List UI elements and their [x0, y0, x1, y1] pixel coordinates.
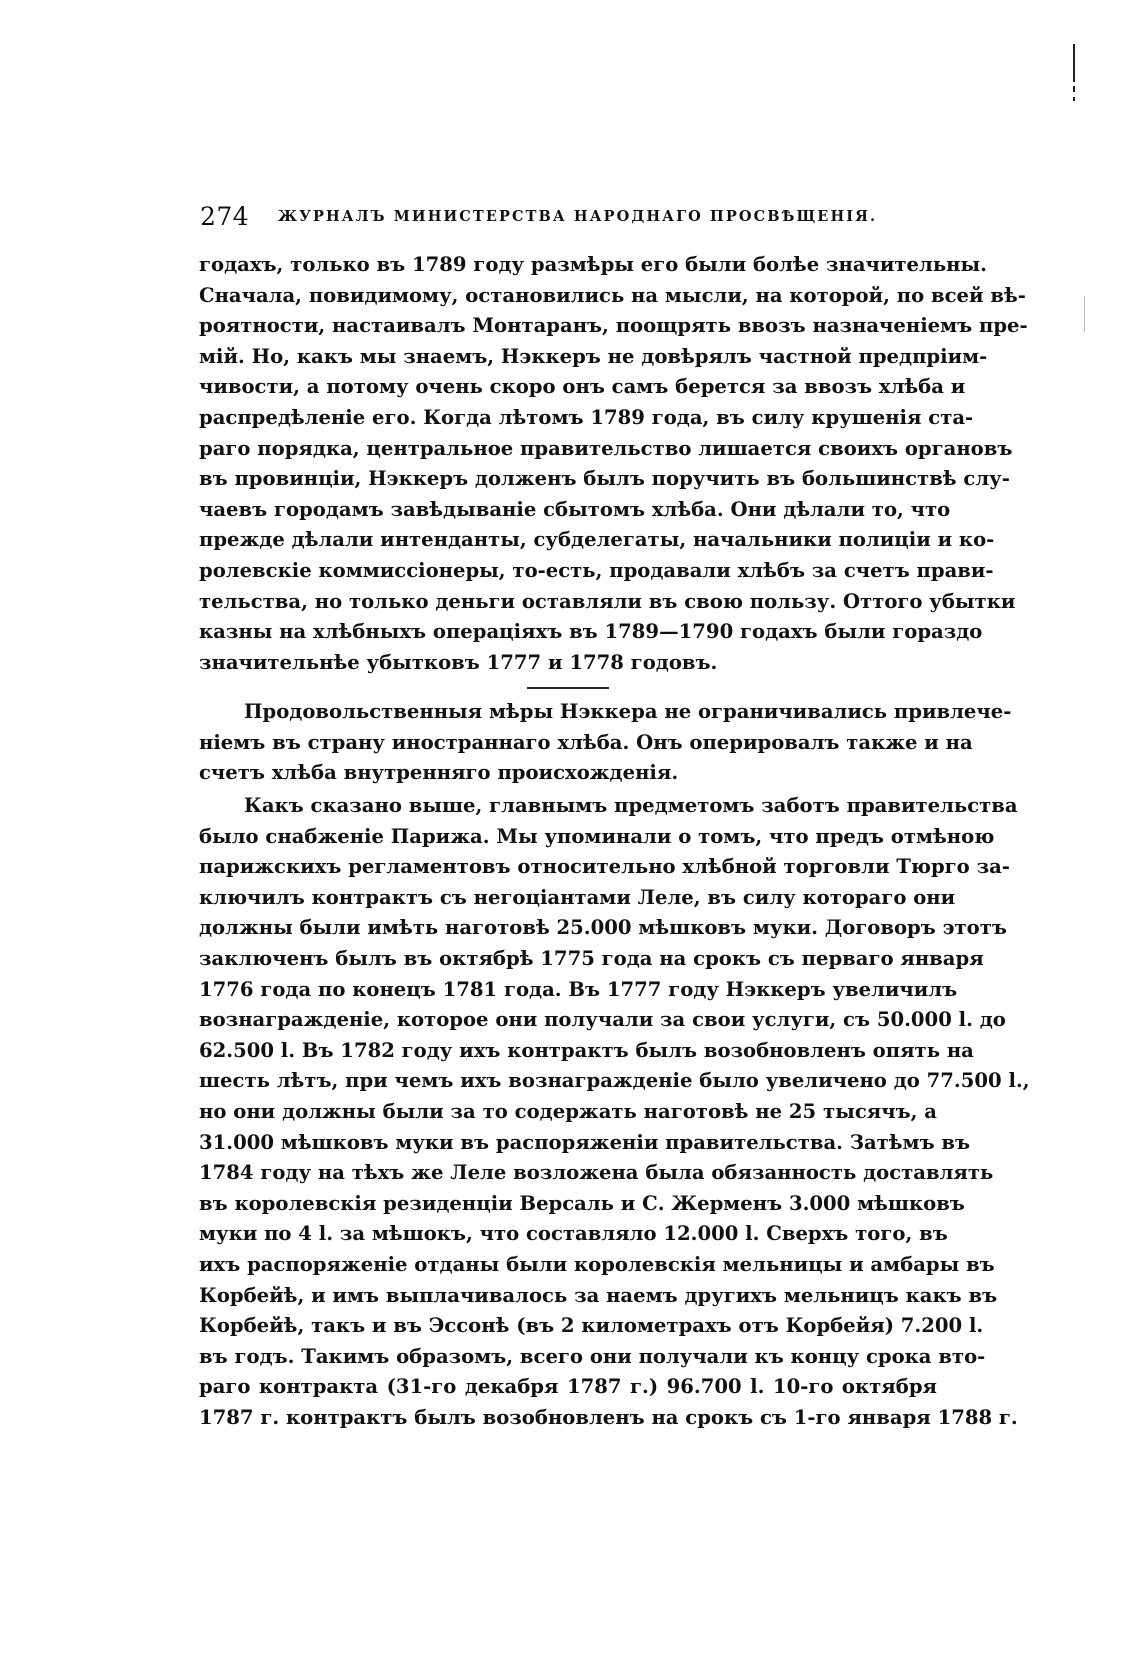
text-line: раго порядка, центральное правительство лишается своихъ органовъ: [199, 436, 1013, 460]
scan-edge-mark: [1084, 296, 1085, 332]
text-line: тельства, но только деньги оставляли въ свою пользу. Оттого убытки: [199, 589, 1016, 613]
page-number: 274: [200, 202, 250, 231]
running-title: ЖУРНАЛЪ МИНИСТЕРСТВА НАРОДНАГО ПРОСВѢЩЕНІЯ.: [278, 208, 878, 225]
text-line: ніемъ въ страну иностраннаго хлѣба. Онъ оперировалъ также и на: [199, 730, 973, 754]
paragraph-3: [199, 791, 1030, 1433]
text-line: вознагражденіе, которое они получали за свои услуги, съ 50.000 l. до: [199, 1008, 1006, 1032]
text-line: ключилъ контрактъ съ негоціантами Леле, въ силу котораго они: [199, 885, 956, 909]
text-line: парижскихъ регламентовъ относительно хлѣбной торговли Тюрго за-: [199, 855, 1010, 879]
text-line: муки по 4 l. за мѣшокъ, что составляло 12.000 l. Сверхъ того, въ: [199, 1222, 948, 1246]
text-line: было снабженіе Парижа. Мы упоминали о томъ, что предъ отмѣною: [199, 824, 995, 848]
text-line: ролевскіе коммиссіонеры, то-есть, продавали хлѣбъ за счетъ прави-: [199, 558, 994, 582]
text-line: прежде дѣлали интенданты, субделегаты, начальники полиціи и ко-: [199, 528, 995, 552]
text-line: шесть лѣтъ, при чемъ ихъ вознагражденіе было увеличено до 77.500 l.,: [199, 1069, 1030, 1093]
text-line: 31.000 мѣшковъ муки въ распоряженіи правительства. Затѣмъ въ: [199, 1130, 971, 1154]
text-line: счетъ хлѣба внутренняго происхожденія.: [199, 761, 679, 785]
text-line: казны на хлѣбныхъ операціяхъ въ 1789—1790 годахъ были гораздо: [199, 620, 983, 644]
text-line: Продовольственныя мѣры Нэккера не ограничивались привлече-: [244, 700, 1012, 723]
text-line: значительнѣе убытковъ 1777 и 1778 годовъ.: [199, 650, 718, 674]
text-line: 1784 году на тѣхъ же Леле возложена была обязанность доставлять: [199, 1161, 994, 1185]
running-header: [200, 202, 940, 232]
text-line: Корбейѣ, и имъ выплачивалось за наемъ другихъ мельницъ какъ въ: [199, 1283, 998, 1307]
text-line: должны были имѣть наготовѣ 25.000 мѣшковъ муки. Договоръ этотъ: [199, 916, 1007, 940]
text-line: заключенъ былъ въ октябрѣ 1775 года на срокъ съ перваго января: [199, 946, 984, 970]
text-line: годахъ, только въ 1789 году размѣры его были болѣе значительны.: [199, 253, 987, 276]
text-line: въ королевскія резиденціи Версаль и С. Жерменъ 3.000 мѣшковъ: [199, 1191, 965, 1215]
text-line: мій. Но, какъ мы знаемъ, Нэккеръ не довѣрялъ частной предпріим-: [199, 344, 988, 368]
text-line: Сначала, повидимому, остановились на мысли, на которой, по всей вѣ-: [199, 283, 1026, 307]
section-divider: [527, 687, 609, 689]
text-line: Корбейѣ, такъ и въ Эссонѣ (въ 2 километрахъ отъ Корбейя) 7.200 l.: [199, 1314, 984, 1338]
text-line: чивости, а потому очень скоро онъ самъ берется за ввозъ хлѣба и: [199, 375, 966, 399]
text-line: чаевъ городамъ завѣдываніе сбытомъ хлѣба. Они дѣлали то, что: [199, 497, 951, 521]
paragraph-2: [199, 697, 1012, 789]
text-line: 1787 г. контрактъ былъ возобновленъ на срокъ съ 1-го января 1788 г.: [199, 1405, 1018, 1429]
scan-edge-mark: [1073, 97, 1075, 101]
text-line: 62.500 l. Въ 1782 году ихъ контрактъ былъ возобновленъ опять на: [199, 1038, 974, 1062]
text-line: въ провинціи, Нэккеръ долженъ былъ поручить въ большинствѣ слу-: [199, 467, 1010, 491]
text-line: ихъ распоряженіе отданы были королевскія мельницы и амбары въ: [199, 1252, 995, 1276]
text-line: 1776 года по конецъ 1781 года. Въ 1777 году Нэккеръ увеличилъ: [199, 977, 958, 1001]
text-line: въ годъ. Такимъ образомъ, всего они получали къ концу срока вто-: [199, 1344, 986, 1368]
paragraph-1: [199, 250, 1028, 678]
text-line: раго контракта (31-го декабря 1787 г.) 96.700 l. 10-го октября: [199, 1375, 937, 1399]
scan-edge-mark: [1073, 86, 1075, 92]
text-line: распредѣленіе его. Когда лѣтомъ 1789 года, въ силу крушенія ста-: [199, 405, 974, 429]
text-line: роятности, настаивалъ Монтаранъ, поощрять ввозъ назначеніемъ пре-: [199, 314, 1028, 338]
scan-edge-mark: [1073, 44, 1075, 82]
text-line: но они должны были за то содержать наготовѣ не 25 тысячъ, а: [199, 1099, 937, 1123]
text-line: Какъ сказано выше, главнымъ предметомъ заботъ правительства: [244, 794, 1018, 817]
